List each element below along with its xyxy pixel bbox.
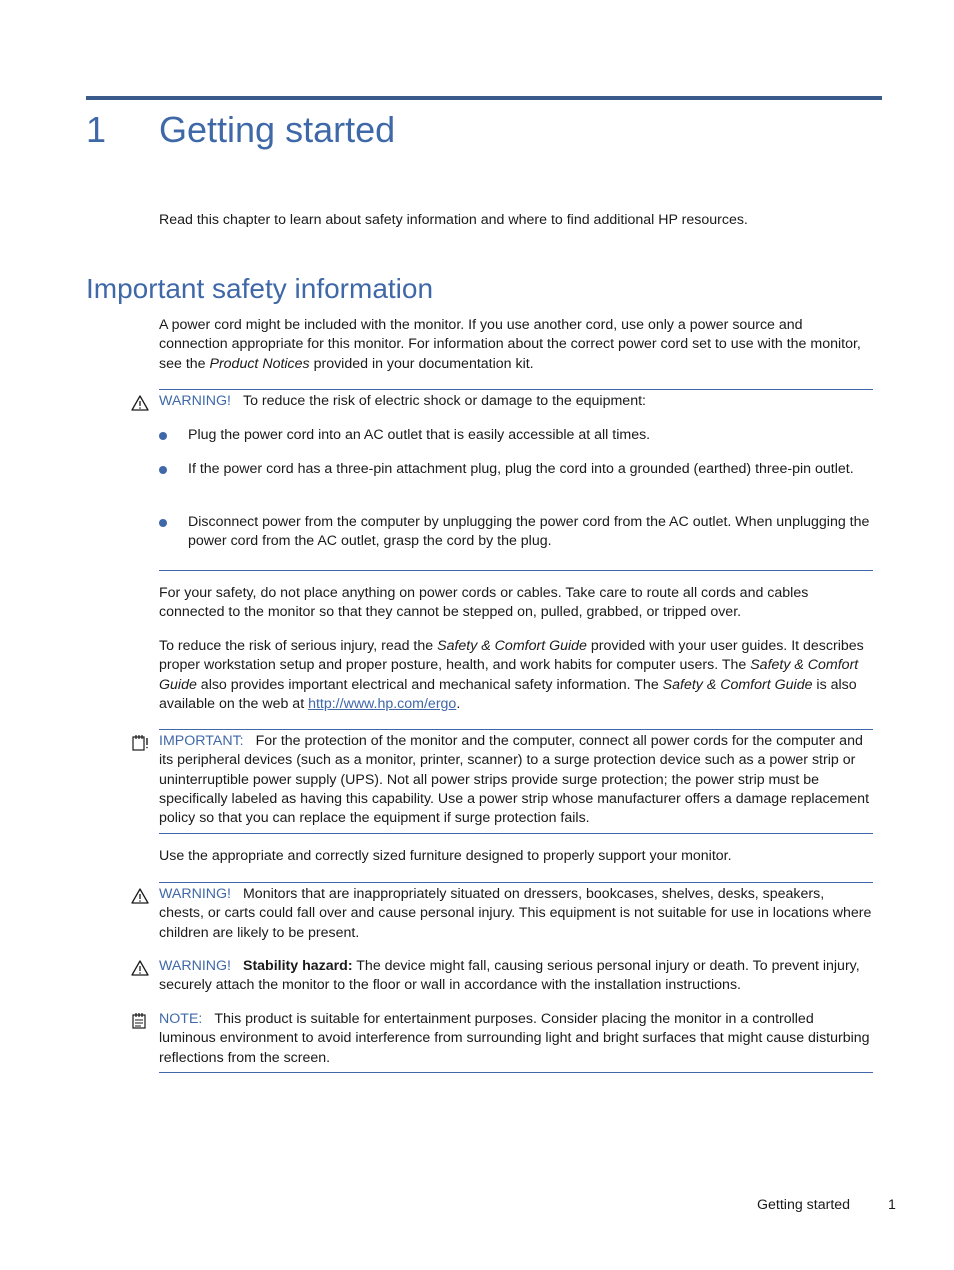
warning1-top-rule — [159, 389, 873, 390]
chapter-number: 1 — [86, 109, 107, 150]
warning3-text: The device might fall, causing serious personal injury or death. To prevent injury, securely attach the monitor to the floor or wall in accordance with the installation instructions. — [159, 958, 860, 994]
list-item: Plug the power cord into an AC outlet that is easily accessible at all times. — [188, 427, 651, 443]
footer-page-number: 1 — [888, 1197, 896, 1213]
power-cord-paragraph — [159, 316, 873, 374]
bullet-marker — [159, 519, 167, 527]
warning1-bottom-rule — [159, 570, 873, 571]
para4-text: Use the appropriate and correctly sized furniture designed to properly support your monitor. — [159, 848, 732, 864]
note-text: This product is suitable for entertainment purposes. Consider placing the monitor in a controlled luminous environment to avoid interference from surrounding light and bright surfaces that might cause disturbing reflections from the screen. — [159, 1011, 870, 1066]
comfort-guide-paragraph — [159, 637, 873, 714]
guide-title: Safety & Comfort Guide — [662, 676, 813, 693]
warning1-text: To reduce the risk of electric shock or damage to the equipment: — [242, 393, 646, 409]
warning2-text: Monitors that are inappropriately situated on dressers, bookcases, shelves, desks, speakers, chests, or carts could fall over and cause personal injury. This equipment is not suitable for use in locations where children are likely to be present. — [159, 886, 872, 941]
warning1-callout — [159, 392, 873, 411]
warning2-label: WARNING! — [159, 886, 231, 902]
important-icon — [130, 733, 150, 753]
warning3-label: WARNING! — [159, 958, 231, 974]
bullet-marker — [159, 466, 167, 474]
intro-text: Read this chapter to learn about safety information and where to find additional HP resources. — [159, 212, 748, 228]
guide-title: Safety & Comfort Guide — [159, 657, 859, 693]
chapter-intro — [159, 211, 873, 230]
note-label: NOTE: — [159, 1011, 203, 1027]
para3-text-d: is also available on the web at — [159, 676, 857, 712]
note-icon — [130, 1011, 150, 1031]
guide-title: Safety & Comfort Guide — [437, 638, 587, 654]
furniture-paragraph — [159, 847, 873, 866]
chapter-title: Getting started — [159, 109, 396, 150]
para3-text-c: also provides important electrical and mechanical safety information. The — [196, 676, 663, 693]
warning1-label: WARNING! — [159, 393, 231, 409]
para1-text-b: provided in your documentation kit. — [309, 355, 534, 372]
para3-text-e: . — [456, 695, 461, 712]
warning-icon — [130, 393, 150, 413]
chapter-top-rule — [86, 96, 882, 100]
section-title: Important safety information — [86, 273, 434, 304]
important-label: IMPORTANT: — [159, 733, 244, 749]
para1-text-a: A power cord might be included with the monitor. If you use another cord, use only a power source and connection appropriate for this monitor. For information about the correct power cord set to use with the monitor, see the — [159, 317, 861, 372]
ergo-link[interactable]: http://www.hp.com/ergo — [308, 695, 457, 712]
important-bottom-rule — [159, 833, 873, 834]
warning2-callout — [159, 885, 873, 943]
footer-chapter-label: Getting started — [757, 1197, 851, 1213]
product-notices-title: Product Notices — [209, 355, 310, 372]
cords-safety-paragraph — [159, 584, 873, 623]
para3-text-a: To reduce the risk of serious injury, read the — [159, 638, 438, 654]
warning-icon — [130, 886, 150, 906]
bullet-marker — [159, 432, 167, 440]
warning2-top-rule — [159, 882, 873, 883]
para3-text-b: provided with your user guides. It describes proper workstation setup and proper posture, health, and work habits for computer users. The — [159, 638, 864, 674]
list-item: If the power cord has a three-pin attachment plug, plug the cord into a grounded (earthed) three-pin outlet. — [188, 461, 854, 477]
note-bottom-rule — [159, 1072, 873, 1073]
important-top-rule — [159, 729, 873, 730]
list-item: Disconnect power from the computer by unplugging the power cord from the AC outlet. When unplugging the power cord from the AC outlet, grasp the cord by the plug. — [188, 514, 870, 550]
para2-text: For your safety, do not place anything on power cords or cables. Take care to route all cords and cables connected to the monitor so that they cannot be stepped on, pulled, grabbed, or tripped over. — [159, 585, 809, 621]
important-text: For the protection of the monitor and the computer, connect all power cords for the computer and its peripheral devices (such as a monitor, printer, scanner) to a surge protection device such as a power strip or uninterruptible power supply (UPS). Not all power strips provide surge protection; the power strip must be specifically labeled as having this capability. Use a power strip whose manufacturer offers a damage replacement policy so that you can replace the equipment if surge protection fails. — [159, 733, 870, 827]
warning-icon — [130, 958, 150, 978]
note-callout — [159, 1010, 873, 1068]
important-callout — [159, 732, 873, 828]
warning3-callout — [159, 957, 873, 996]
stability-hazard-label: Stability hazard: — [242, 958, 353, 974]
